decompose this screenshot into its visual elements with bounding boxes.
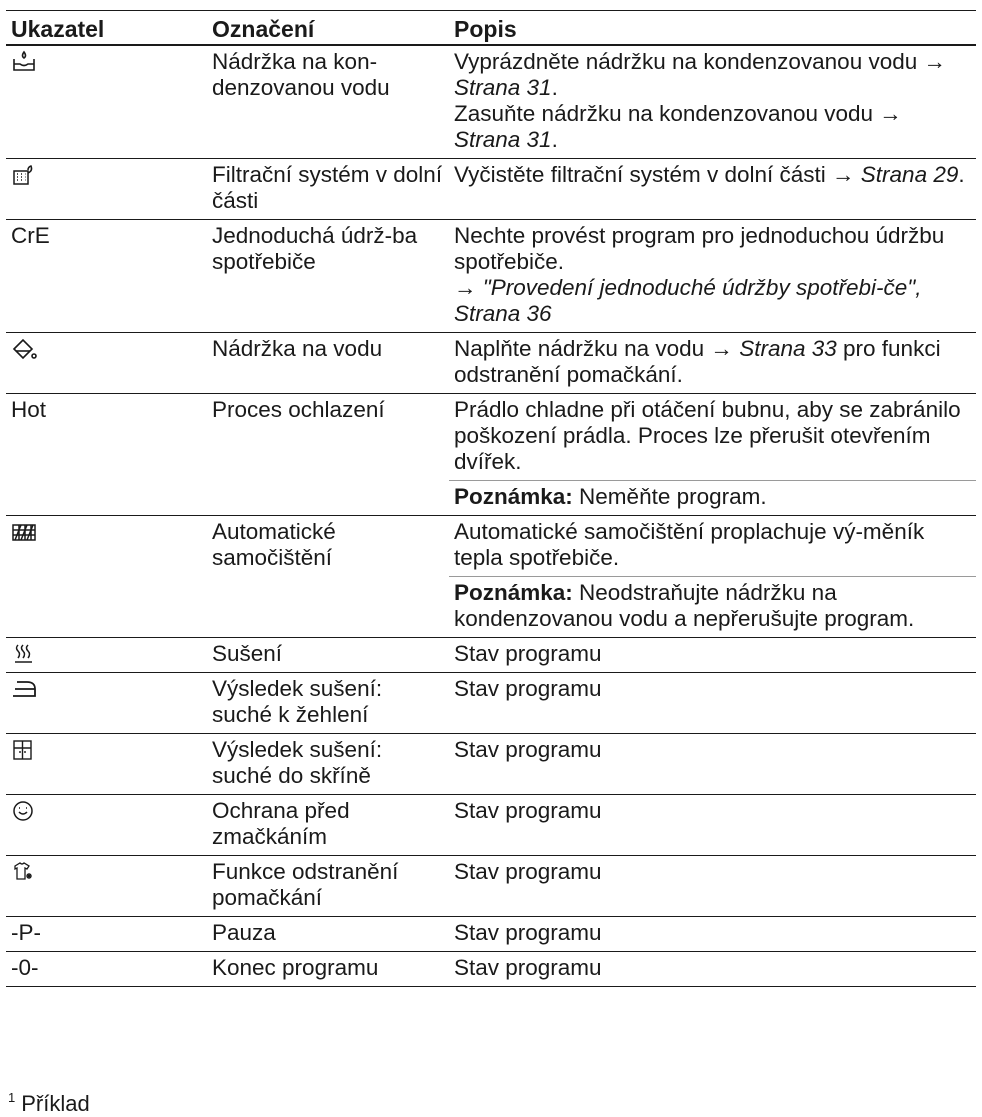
- note: Poznámka: Neměňte program.: [449, 481, 976, 516]
- indicator-code: Hot: [6, 394, 207, 516]
- designation: Filtrační systém v dolní části: [207, 159, 449, 220]
- description: Stav programu: [449, 638, 976, 673]
- note-label: Poznámka:: [454, 484, 573, 509]
- page-reference[interactable]: Strana 29: [860, 162, 959, 187]
- designation: Pauza: [207, 917, 449, 952]
- table-row: [6, 952, 976, 987]
- description: Automatické samočištění proplachuje vý-měník tepla spotřebiče.: [449, 516, 976, 577]
- description: Stav programu: [449, 856, 976, 917]
- designation: Sušení: [207, 638, 449, 673]
- designation: Výsledek sušení: suché do skříně: [207, 734, 449, 795]
- indicator-code: CrE: [6, 220, 207, 333]
- page-reference[interactable]: Strana 31: [454, 75, 552, 100]
- designation: Nádržka na vodu: [207, 333, 449, 394]
- indicator-code: -P-: [6, 917, 207, 952]
- note: Poznámka: Neodstraňujte nádržku na kondenzovanou vodu a nepřerušujte program.: [449, 577, 976, 638]
- table-row: [6, 638, 976, 673]
- table-row: [6, 220, 976, 333]
- table-row: [6, 795, 976, 856]
- footnote: [8, 1085, 90, 1117]
- designation: Ochrana před zmačkáním: [207, 795, 449, 856]
- drying-icon: [11, 642, 37, 666]
- cupboard-dry-icon: [11, 738, 37, 762]
- page-reference[interactable]: Strana 31: [454, 127, 552, 152]
- header-designation: Označení: [207, 11, 449, 46]
- designation: Konec programu: [207, 952, 449, 987]
- iron-dry-icon: [11, 677, 37, 701]
- designation: Nádržka na kon-denzovanou vodu: [207, 45, 449, 159]
- self-cleaning-icon: [11, 520, 37, 544]
- designation: Jednoduchá údrž-ba spotřebiče: [207, 220, 449, 333]
- description: Naplňte nádržku na vodu → Strana 33 pro funkci odstranění pomačkání.: [449, 333, 976, 394]
- wrinkle-removal-icon: [11, 860, 37, 884]
- description: Vyprázdněte nádržku na kondenzovanou vodu → Strana 31. Zasuňte nádržku na kondenzovanou vodu → Strana 31.: [449, 45, 976, 159]
- page-reference[interactable]: Strana 33: [739, 336, 837, 361]
- table-row: [6, 673, 976, 734]
- header-description: Popis: [449, 11, 976, 46]
- indicator-code: -0-: [6, 952, 207, 987]
- water-tank-icon: [11, 337, 37, 361]
- description: Prádlo chladne při otáčení bubnu, aby se zabránilo poškození prádla. Proces lze přerušit otevřením dvířek.: [449, 394, 976, 481]
- description: Stav programu: [449, 952, 976, 987]
- page-reference[interactable]: → "Provedení jednoduché údržby spotřebi-če", Strana 36: [454, 275, 922, 326]
- table-header: [6, 11, 976, 46]
- condensate-tank-icon: [11, 50, 37, 74]
- table-row: [6, 45, 976, 159]
- designation: Výsledek sušení: suché k žehlení: [207, 673, 449, 734]
- table-row: [6, 856, 976, 917]
- designation: Proces ochlazení: [207, 394, 449, 516]
- table-row: [6, 516, 976, 577]
- footnote-text: Příklad: [21, 1091, 90, 1116]
- table-row: [6, 734, 976, 795]
- description: Vyčistěte filtrační systém v dolní části → Strana 29.: [449, 159, 976, 220]
- designation: Automatické samočištění: [207, 516, 449, 638]
- table-row: [6, 333, 976, 394]
- header-indicator: Ukazatel: [6, 11, 207, 46]
- table-row: [6, 394, 976, 481]
- description: Stav programu: [449, 673, 976, 734]
- anti-crease-icon: [11, 799, 37, 823]
- table-row: [6, 159, 976, 220]
- indicator-table: [6, 10, 976, 987]
- description: Nechte provést program pro jednoduchou údržbu spotřebiče. → "Provedení jednoduché údržby spotřebi-če", Strana 36: [449, 220, 976, 333]
- designation: Funkce odstranění pomačkání: [207, 856, 449, 917]
- filter-system-icon: [11, 163, 37, 187]
- description: Stav programu: [449, 917, 976, 952]
- description: Stav programu: [449, 734, 976, 795]
- note-label: Poznámka:: [454, 580, 573, 605]
- footnote-mark: 1: [8, 1090, 16, 1105]
- table-row: [6, 917, 976, 952]
- description: Stav programu: [449, 795, 976, 856]
